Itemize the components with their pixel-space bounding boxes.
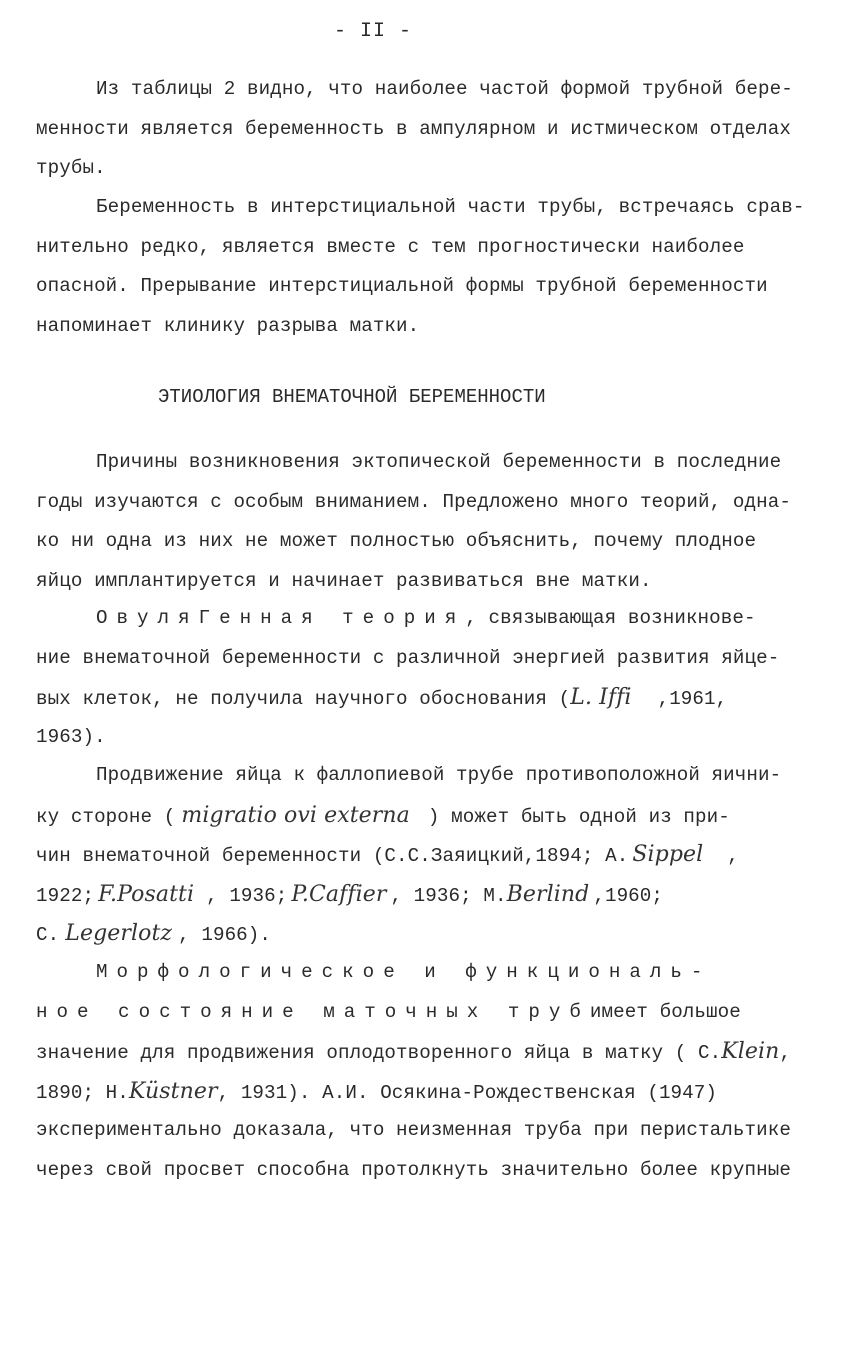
text-line: ние внематочной беременности с различной энергией развития яйце- bbox=[36, 646, 780, 669]
spaced-term: ное состояние маточных труб bbox=[36, 1000, 590, 1023]
spaced-term: Морфологическое и функциональ- bbox=[96, 961, 712, 983]
text-fragment: 1890; H. bbox=[36, 1081, 129, 1104]
text-line: менности является беременность в ампулярном и истмическом отделах bbox=[36, 117, 791, 140]
page-number: - II - bbox=[333, 20, 412, 43]
text-line: экспериментально доказала, что неизменная труба при перистальтике bbox=[36, 1119, 791, 1141]
text-fragment: имеет большое bbox=[589, 1000, 741, 1023]
paragraph-tubal-forms bbox=[36, 70, 826, 189]
handwritten-author: Sippel bbox=[632, 842, 704, 867]
text-fragment: значение для продвижения оплодотворенного яйца в матку ( С. bbox=[36, 1042, 722, 1064]
section-heading: ЭТИОЛОГИЯ ВНЕМАТОЧНОЙ БЕРЕМЕННОСТИ bbox=[158, 386, 546, 408]
handwritten-author: Berlind bbox=[506, 881, 590, 907]
text-line bbox=[36, 914, 826, 954]
text-fragment: 1922; bbox=[36, 884, 95, 907]
text-fragment: ,1961, bbox=[657, 688, 728, 710]
text-fragment: ,1960; bbox=[593, 884, 664, 907]
paragraph-causes bbox=[36, 443, 826, 601]
paragraph-migration bbox=[36, 756, 826, 954]
text-line: 1963). bbox=[36, 725, 106, 748]
text-line: годы изучаются с особым вниманием. Предложено много теорий, одна- bbox=[36, 490, 791, 513]
text-line bbox=[36, 835, 826, 875]
text-line bbox=[36, 678, 826, 718]
handwritten-author: Küstner bbox=[128, 1078, 218, 1104]
handwritten-author: Legerlotz bbox=[65, 921, 173, 946]
text-fragment: , связывающая возникнове- bbox=[465, 607, 756, 629]
text-fragment: , bbox=[727, 845, 739, 867]
text-line bbox=[36, 1072, 826, 1112]
handwritten-author: F.Posatti bbox=[98, 881, 195, 907]
text-line: Беременность в интерстициальной части трубы, встречаясь срав- bbox=[96, 196, 805, 218]
text-line: нительно редко, является вместе с тем прогностически наиболее bbox=[36, 235, 745, 258]
text-fragment: , bbox=[779, 1042, 792, 1064]
text-fragment: , 1936; bbox=[206, 884, 288, 907]
text-line: Из таблицы 2 видно, что наиболее частой формой трубной бере- bbox=[96, 78, 793, 100]
text-line: ко ни одна из них не может полностью объяснить, почему плодное bbox=[36, 530, 757, 552]
text-line: трубы. bbox=[36, 157, 106, 179]
paragraph-morphology bbox=[36, 953, 826, 1190]
spaced-term: ОвуляГенная теория bbox=[96, 607, 466, 629]
text-line: через свой просвет способна протолкнуть значительно более крупные bbox=[36, 1158, 791, 1181]
text-fragment: вых клеток, не получила научного обоснования ( bbox=[36, 688, 571, 710]
text-fragment: C. bbox=[36, 924, 60, 946]
text-fragment: чин внематочной беременности (С.С.Заяицкий,1894; А. bbox=[36, 845, 629, 867]
text-line bbox=[36, 993, 826, 1033]
handwritten-term: migratio ovi externa bbox=[181, 802, 410, 828]
text-line: яйцо имплантируется и начинает развиваться вне матки. bbox=[36, 569, 652, 592]
text-line bbox=[36, 875, 826, 915]
text-fragment: , 1966). bbox=[178, 924, 272, 946]
text-line bbox=[36, 953, 826, 993]
text-line: Причины возникновения эктопической беременности в последние bbox=[96, 451, 782, 473]
handwritten-author: P.Caffier bbox=[291, 881, 387, 907]
paragraph-interstitial bbox=[36, 188, 826, 346]
handwritten-author: Klein bbox=[721, 1039, 780, 1064]
text-line bbox=[36, 796, 826, 836]
paragraph-ovulation-theory bbox=[36, 599, 826, 757]
text-line bbox=[36, 599, 826, 639]
text-line: Продвижение яйца к фаллопиевой трубе противоположной яични- bbox=[96, 764, 782, 786]
text-fragment: ) может быть одной из при- bbox=[427, 805, 730, 828]
handwritten-author: L. Iffi bbox=[570, 685, 632, 710]
text-line bbox=[36, 1032, 826, 1072]
text-fragment: ку стороне ( bbox=[36, 805, 176, 828]
text-fragment: , 1931). А.И. Осякина-Рождественская (1947) bbox=[217, 1081, 718, 1104]
text-line: напоминает клинику разрыва матки. bbox=[36, 314, 420, 337]
text-fragment: , 1936; M. bbox=[390, 884, 507, 907]
text-line: опасной. Прерывание интерстициальной формы трубной беременности bbox=[36, 275, 768, 297]
